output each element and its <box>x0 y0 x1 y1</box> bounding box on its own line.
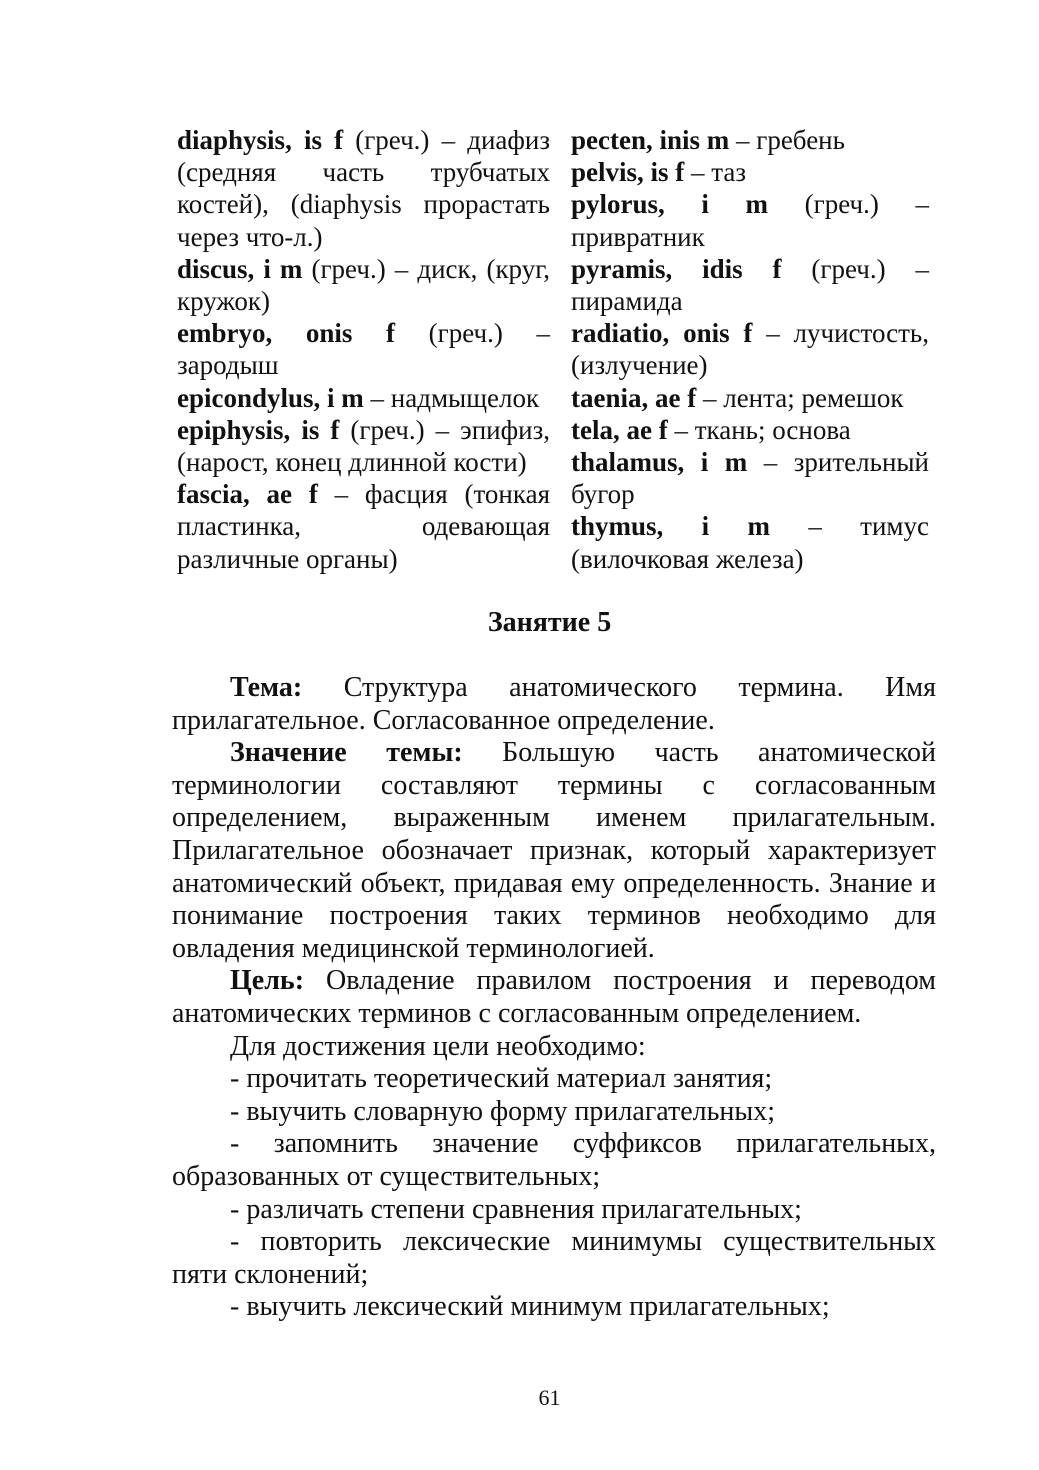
glossary-entry <box>177 382 550 414</box>
glossary-entry <box>571 414 929 446</box>
glossary-left-column <box>177 124 550 575</box>
glossary-definition: (греч.) – пирамида <box>571 253 929 317</box>
glossary-entry <box>571 510 929 574</box>
glossary-definition: – фасция (тонкая пластинка, одевающая различные органы) <box>177 479 550 574</box>
glossary-entry <box>571 446 929 510</box>
glossary-definition: (греч.) – диск, (круг, кружок) <box>177 253 550 317</box>
requirement-item: - выучить лексический минимум прилагательных; <box>230 1291 830 1323</box>
lesson-title: Занятие 5 <box>487 607 612 638</box>
glossary-definition: – надмыщелок <box>363 382 540 413</box>
requirement-item: - запомнить значение суффиксов прилагательных, образованных от существительных; <box>172 1128 936 1192</box>
glossary-definition: (греч.) – диафиз (средняя часть трубчатых костей), (diaphysis прорастать через что-л.) <box>177 125 550 252</box>
theme-paragraph <box>172 672 936 737</box>
glossary-definition: – ткань; основа <box>667 414 851 445</box>
glossary-entry <box>177 478 550 575</box>
glossary-definition: – лучистость, (излучение) <box>571 318 929 381</box>
glossary-definition: – зрительный бугор <box>571 447 929 510</box>
glossary-definition: (греч.) – эпифиз, (нарост, конец длинной кости) <box>177 414 550 478</box>
glossary-definition: – тимус (вилочковая железа) <box>571 511 929 574</box>
glossary-entry <box>177 124 550 253</box>
requirement-item: - прочитать теоретический материал занятия; <box>230 1063 773 1095</box>
glossary-term: tela, ae f <box>571 414 668 445</box>
glossary-term: pylorus, i m <box>571 189 769 220</box>
lesson-body <box>172 672 936 1324</box>
requirements-intro: Для достижения цели необходимо: <box>230 1030 646 1062</box>
glossary-term: thymus, i m <box>571 511 770 542</box>
glossary-term: pelvis, is f <box>571 157 685 188</box>
page-number: 61 <box>538 1385 561 1410</box>
glossary-term: radiatio, onis f <box>571 318 753 349</box>
glossary-term: embryo, onis f <box>177 318 396 349</box>
glossary-entry <box>571 188 929 252</box>
significance-paragraph <box>172 737 936 965</box>
glossary-definition: – гребень <box>729 125 845 155</box>
glossary-entry <box>177 414 550 478</box>
glossary-term: epicondylus, i m <box>177 382 364 413</box>
glossary-definition: – таз <box>684 157 747 188</box>
significance-text: Большую часть анатомической терминологии составляют термины с согласованным определением, выраженным именем прилагательным. Прилагательное обозначает признак, который характеризует анатомический объект, придавая ему определенность. Знание и понимание построения таких терминов необходимо для овладения медицинской терминологией. <box>172 737 936 964</box>
goal-label: Цель: <box>230 965 305 997</box>
glossary-term: discus, i m <box>177 253 303 284</box>
glossary-definition: (греч.) – зародыш <box>177 318 550 381</box>
glossary-definition: (греч.) – привратник <box>571 189 929 252</box>
glossary-term: pecten, inis m <box>571 125 730 155</box>
glossary-entry <box>571 317 929 381</box>
glossary-term: thalamus, i m <box>571 447 748 478</box>
significance-label: Значение темы: <box>230 737 463 769</box>
glossary-term: epiphysis, is f <box>177 414 340 445</box>
glossary-term: pyramis, idis f <box>571 253 782 284</box>
glossary-term: fascia, ae f <box>177 479 318 510</box>
glossary-entry <box>571 382 929 414</box>
glossary-right-column <box>571 124 929 575</box>
requirement-item: - повторить лексические минимумы существительных пяти склонений; <box>172 1226 936 1290</box>
glossary-entry <box>177 253 550 317</box>
glossary-entry <box>571 156 929 188</box>
glossary-definition: – лента; ремешок <box>696 382 904 413</box>
goal-text: Овладение правилом построения и переводом анатомических терминов с согласованным определением. <box>172 965 936 1029</box>
theme-text: Структура анатомического термина. Имя прилагательное. Согласованное определение. <box>172 672 936 736</box>
glossary-entry <box>571 253 929 317</box>
goal-paragraph <box>172 965 936 1030</box>
requirement-item: - различать степени сравнения прилагательных; <box>230 1193 802 1225</box>
glossary-entry <box>571 124 929 156</box>
theme-label: Тема: <box>230 672 303 703</box>
requirement-item: - выучить словарную форму прилагательных; <box>230 1095 775 1127</box>
glossary-entry <box>177 317 550 381</box>
glossary-term: diaphysis, is f <box>177 125 344 155</box>
glossary-term: taenia, ae f <box>571 382 697 413</box>
